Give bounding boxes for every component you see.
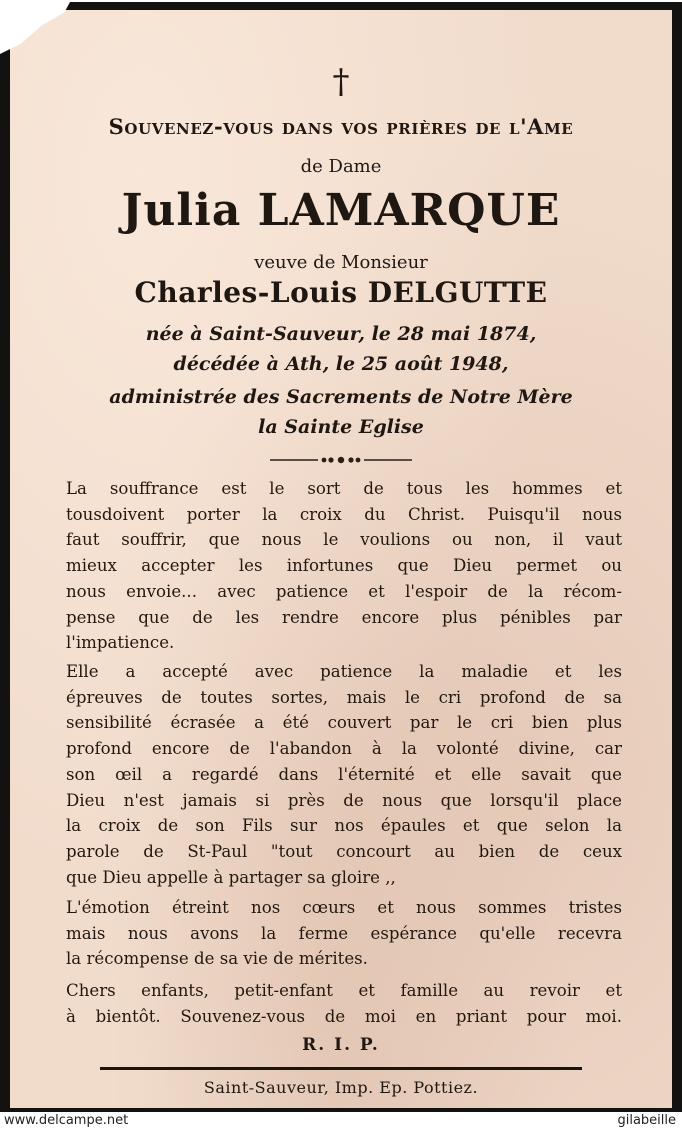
text-line: la croix de son Fils sur nos épaules et que selon la: [66, 816, 622, 836]
text-line: sensibilité écrasée a été couvert par le cri bien plus: [66, 713, 622, 733]
card-content: [10, 10, 672, 1108]
text-line: faut souffrir, que nous le voulions ou non, il vaut: [66, 530, 622, 550]
text-line: nous envoie... avec patience et l'espoir de la récom-: [66, 581, 622, 601]
paragraph-farewell: [66, 978, 622, 1029]
text-line: L'émotion étreint nos cœurs et nous sommes tristes: [66, 898, 622, 917]
text-line: La souffrance est le sort de tous les hommes et: [66, 479, 622, 498]
text-line: Elle a accepté avec patience la maladie et les: [66, 662, 622, 681]
ornament-divider: [270, 454, 412, 466]
watermark-right: gilabeille: [617, 1113, 676, 1128]
text-line: la récompense de sa vie de mérites.: [66, 949, 368, 969]
text-line: mieux accepter les infortunes que Dieu permet ou: [66, 556, 622, 576]
death-line: décédée à Ath, le 25 août 1948,: [173, 353, 509, 375]
paragraph-acceptance: [66, 659, 622, 890]
printer-imprint: Saint-Sauveur, Imp. Ep. Pottiez.: [203, 1078, 479, 1097]
text-line: l'impatience.: [66, 633, 175, 653]
footer-rule: [100, 1067, 582, 1070]
title-de-dame: de Dame: [300, 156, 382, 177]
remember-heading: Souvenez-vous dans vos prières de l'Ame: [108, 114, 574, 139]
text-line: mais nous avons la ferme espérance qu'elle recevra: [66, 923, 622, 943]
birth-line: née à Saint-Sauveur, le 28 mai 1874,: [145, 323, 537, 345]
husband-name: Charles-Louis DELGUTTE: [134, 276, 548, 309]
text-line: épreuves de toutes sortes, mais le cri profond de sa: [66, 687, 622, 707]
paragraph-emotion: [66, 895, 622, 972]
text-line: pense que de les rendre encore plus pénibles par: [66, 607, 622, 627]
text-line: Chers enfants, petit-enfant et famille au revoir et: [66, 981, 622, 1000]
text-line: à bientôt. Souvenez-vous de moi en priant pour moi.: [66, 1006, 622, 1026]
text-line: profond encore de l'abandon à la volonté divine, car: [66, 739, 622, 759]
mourning-border: [0, 2, 682, 1112]
memorial-card: [10, 10, 672, 1108]
paragraph-suffering: [66, 476, 622, 656]
deceased-name: Julia LAMARQUE: [121, 185, 561, 236]
watermark-left: www.delcampe.net: [4, 1113, 129, 1128]
text-line: Dieu n'est jamais si près de nous que lorsqu'il place: [66, 790, 622, 810]
sacraments-line: administrée des Sacrements de Notre Mère: [109, 386, 573, 408]
cross-icon: †: [332, 62, 350, 102]
text-line: son œil a regardé dans l'éternité et elle savait que: [66, 764, 622, 784]
church-line: la Sainte Eglise: [258, 416, 424, 438]
widow-of-label: veuve de Monsieur: [254, 252, 428, 273]
text-line: que Dieu appelle à partager sa gloire ,,: [66, 867, 396, 887]
text-line: parole de St-Paul "tout concourt au bien de ceux: [66, 841, 622, 861]
rip-text: R. I. P.: [302, 1035, 380, 1055]
text-line: tousdoivent porter la croix du Christ. Puisqu'il nous: [66, 504, 622, 524]
